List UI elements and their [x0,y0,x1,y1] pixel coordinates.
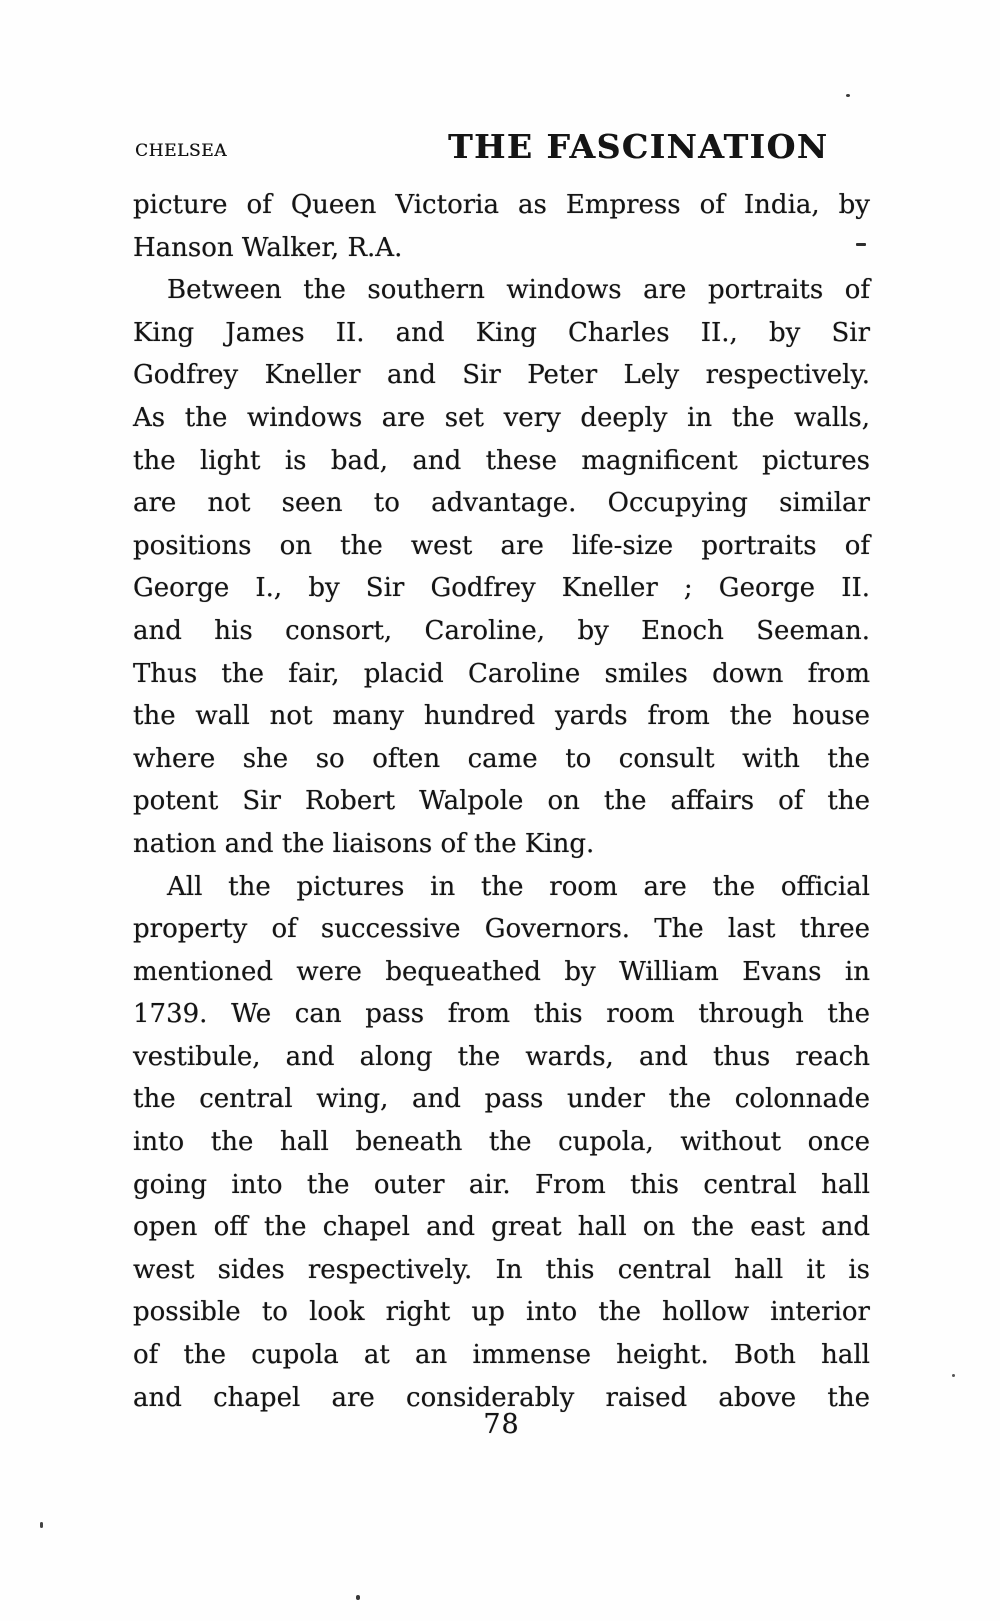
text-line: open off the chapel and great hall on the east and [133,1212,870,1243]
text-line: the light is bad, and these magnificent pictures [133,445,870,476]
text-line: Thus the fair, placid Caroline smiles down from [133,658,870,689]
running-head-section: CHELSEA [135,141,228,161]
text-line: As the windows are set very deeply in the walls, [133,402,870,433]
scan-speck [40,1522,43,1528]
text-line: 1739. We can pass from this room through the [133,999,870,1030]
text-line: Godfrey Kneller and Sir Peter Lely respectively. [133,360,870,391]
text-line: positions on the west are life-size portraits of [133,530,870,561]
text-line: the central wing, and pass under the colonnade [133,1084,870,1115]
text-line: going into the outer air. From this central hall [133,1169,870,1200]
text-line: George I., by Sir Godfrey Kneller ; George II. [133,573,870,604]
text-line: the wall not many hundred yards from the house [133,701,870,732]
text-line: potent Sir Robert Walpole on the affairs of the [133,786,870,817]
text-line: and chapel are considerably raised above the [133,1382,870,1413]
text-line: property of successive Governors. The last three [133,914,870,945]
text-line: are not seen to advantage. Occupying similar [133,488,870,519]
text-line: and his consort, Caroline, by Enoch Seeman. [133,615,870,646]
text-line: picture of Queen Victoria as Empress of India, by [133,190,870,220]
text-line: Hanson Walker, R.A. [133,232,403,263]
text-line: where she so often came to consult with the [133,743,870,774]
page-number: 78 [483,1409,520,1440]
scan-speck [952,1374,955,1377]
text-line: King James II. and King Charles II., by Sir [133,317,870,348]
text-line: mentioned were bequeathed by William Evans in [133,956,870,987]
running-head [133,0,870,180]
text-line: of the cupola at an immense height. Both hall [133,1340,870,1371]
text-line: Between the southern windows are portraits of [167,275,870,306]
text-line: nation and the liaisons of the King. [133,828,595,859]
scan-speck [856,243,866,246]
body-text [133,184,870,1419]
text-line: vestibule, and along the wards, and thus reach [133,1041,870,1072]
scan-speck [356,1595,360,1600]
text-line: possible to look right up into the hollow interior [133,1297,870,1328]
text-line: All the pictures in the room are the official [167,871,870,902]
text-line: west sides respectively. In this central hall it is [133,1254,870,1285]
scan-speck [846,94,850,97]
running-head-title: THE FASCINATION [448,127,829,166]
text-line: into the hall beneath the cupola, without once [133,1127,870,1158]
